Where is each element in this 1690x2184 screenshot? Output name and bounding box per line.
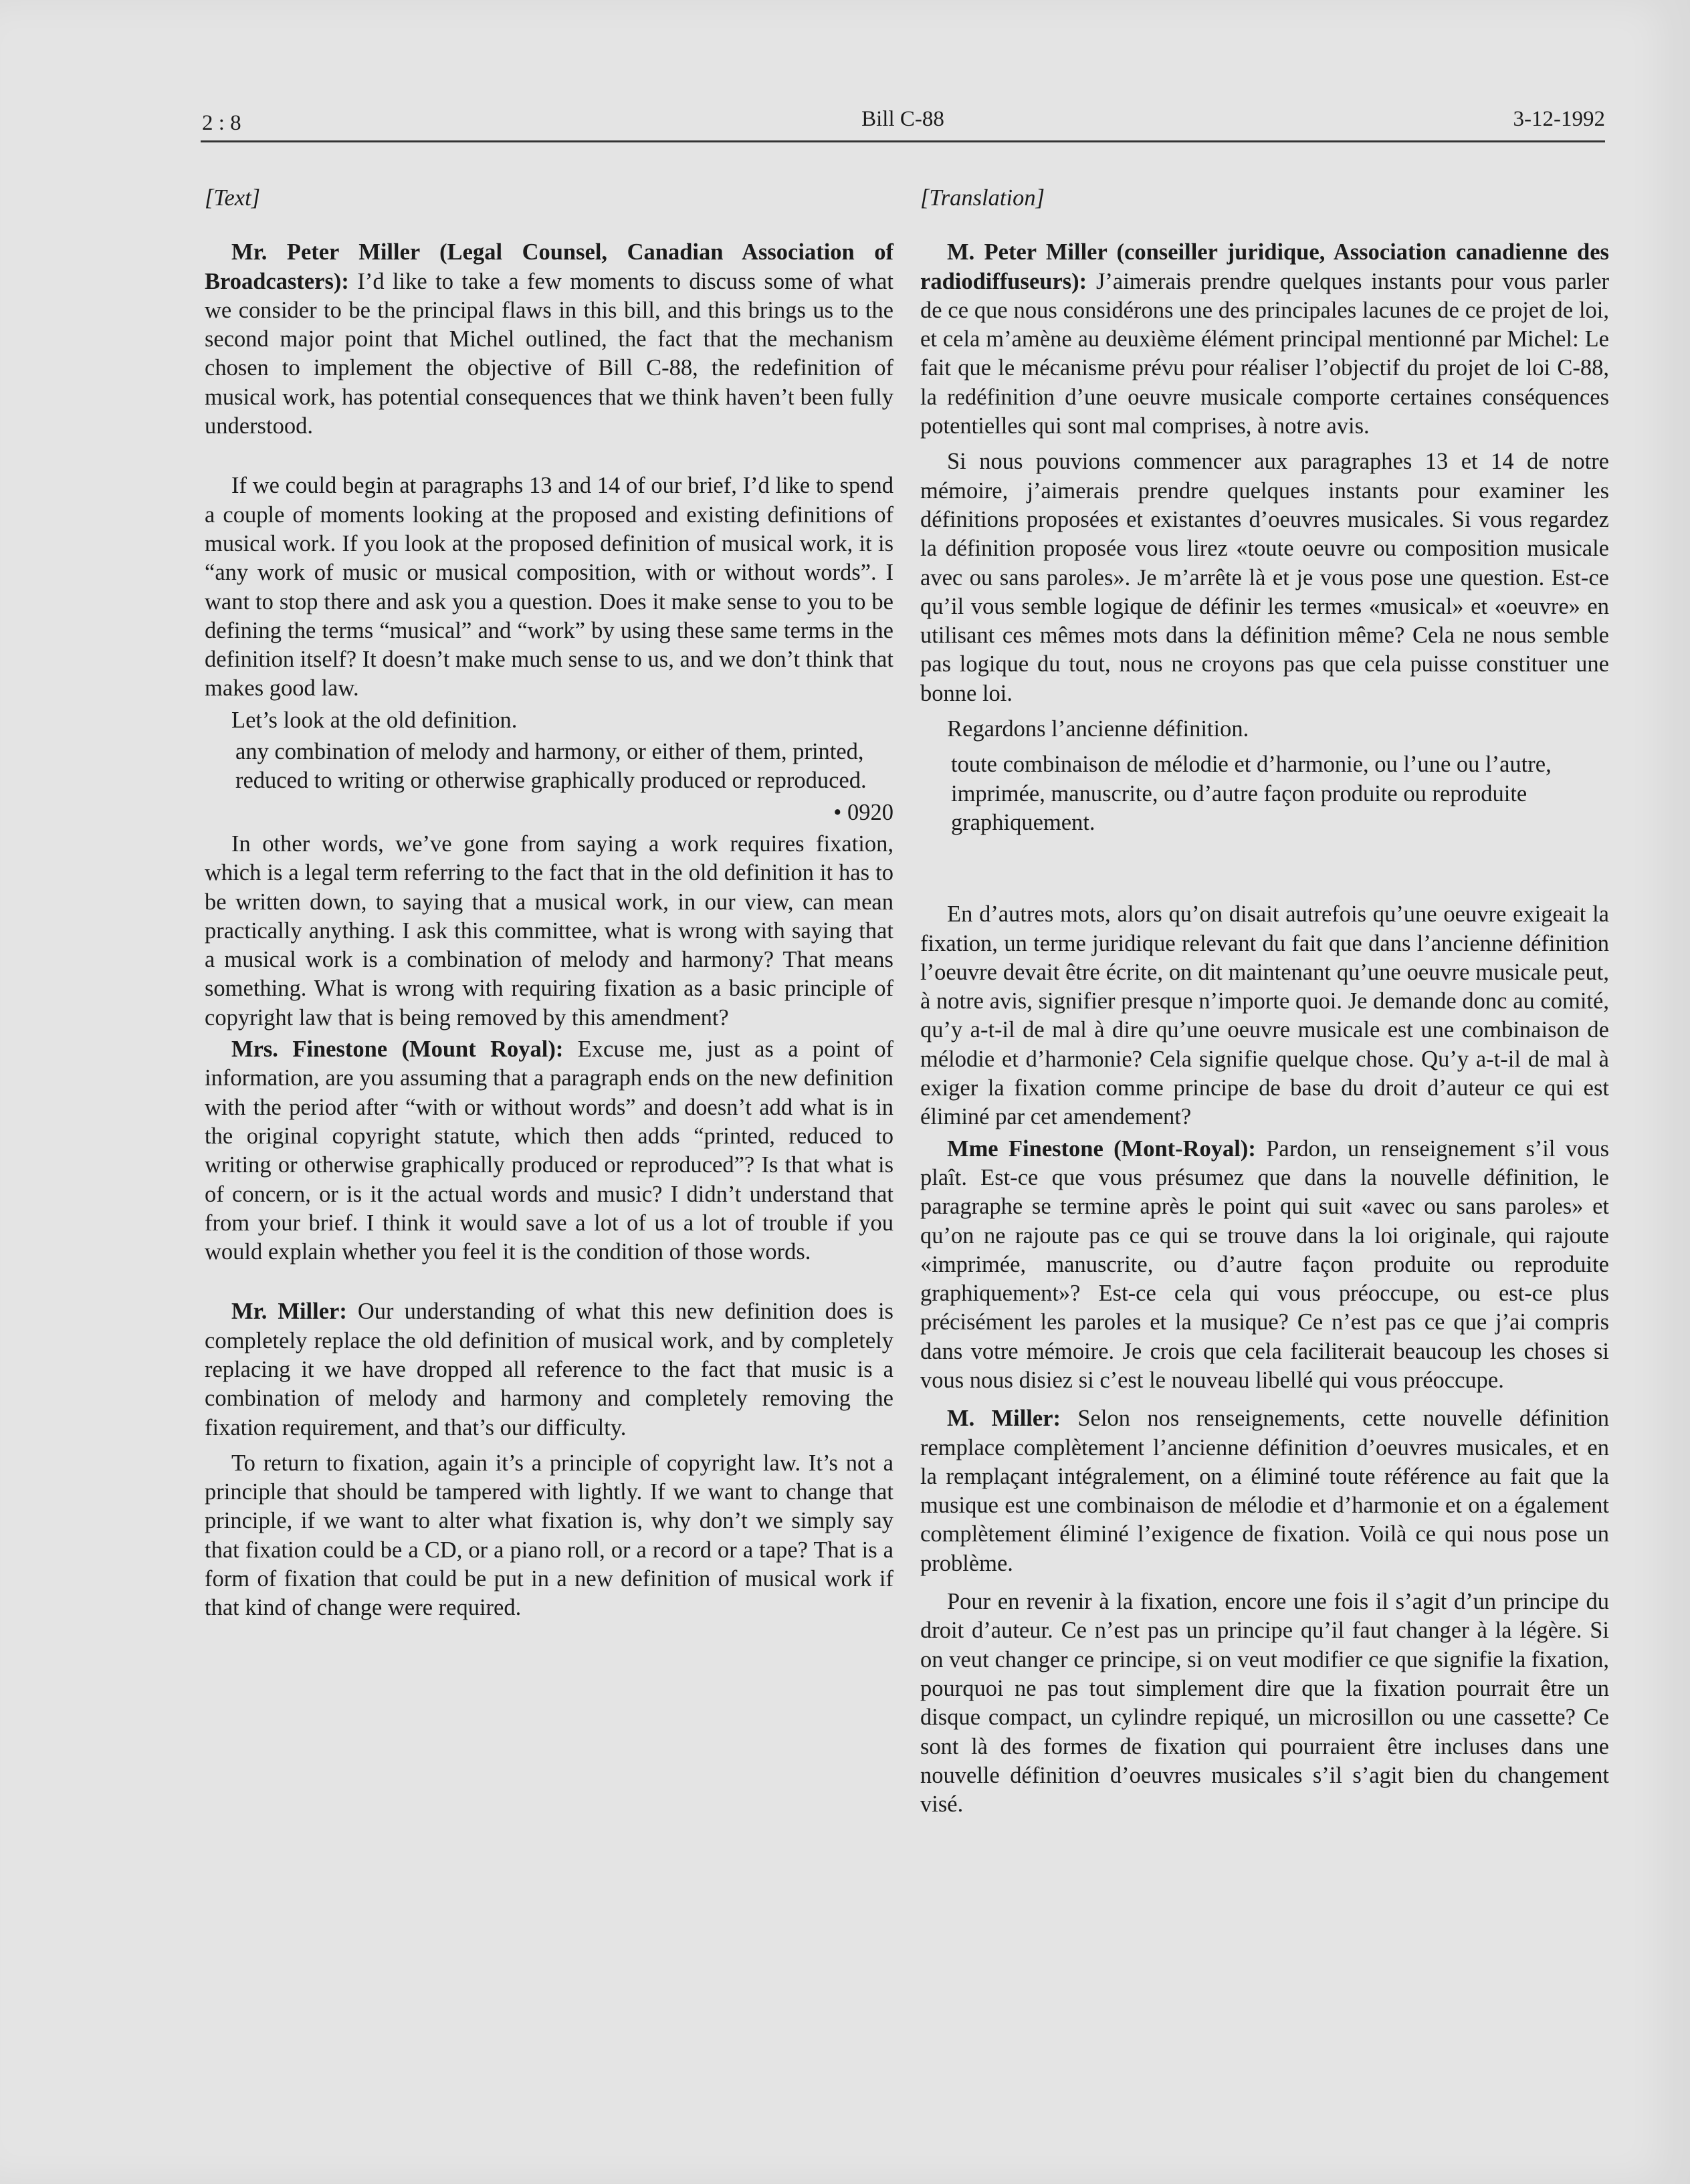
speech-text: Our understanding of what this new definition does is completely replace the old definition of musical work, and by completely replacing it we have dropped all reference to the fact that music is a combination of melody and harmony and completely removing the fixation requirement, and that’s our difficulty. xyxy=(205,1299,893,1440)
paragraph xyxy=(205,238,893,441)
speaker-name: M. Miller: xyxy=(947,1406,1061,1432)
paragraph: Pour en revenir à la fixation, encore une fois il s’agit d’un principe du droit d’auteur. Ce n’est pas un principe qu’il faut changer à la légère. Si on veut changer ce principe, si on veut modifier ce que signifie la fixation, pourquoi ne pas tout simplement dire que la fixation pourrait être un disque compact, un cylindre repiqué, un microsillon ou une cassette? Ce sont là des formes de fixation qui pourraient être incluses dans une nouvelle définition d’oeuvres musicales s’il s’agit bien du changement visé. xyxy=(920,1589,1609,1818)
speech-text: Selon nos renseignements, cette nouvelle définition remplace complètement l’ancienne définition d’oeuvres musicales, et en la remplaçant intégralement, on a éliminé toute référence au fait que la musique est une combinaison de mélodie et d’harmonie et on a également complètement éliminé l’exigence de fixation. Voilà ce qui nous pose un problème. xyxy=(920,1406,1610,1576)
paragraph: Regardons l’ancienne définition. xyxy=(947,716,1249,742)
english-column xyxy=(205,184,893,1623)
page-header xyxy=(201,106,1605,142)
speaker-name: Mr. Peter Miller (Legal Counsel, Canadian Association of Broadcasters): xyxy=(205,239,893,294)
paragraph: If we could begin at paragraphs 13 and 14 of our brief, I’d like to spend a couple of moments looking at the proposed and existing definitions of musical work. If you look at the proposed definition of musical work, it is “any work of music or musical composition, with or without words”. I want to stop there and ask you a question. Does it make sense to you to be defining the terms “musical” and “work” by using these same terms in the definition itself? It doesn’t make much sense to us, and we don’t think that makes good law. xyxy=(205,473,893,701)
speech-text: I’d like to take a few moments to discuss some of what we consider to be the principal flaws in this bill, and this brings us to the second major point that Michel outlined, the fact that the mechanism chosen to implement the objective of Bill C-88, the redefinition of musical work, has potential consequences that we think haven’t been fully understood. xyxy=(205,268,893,439)
paragraph: Si nous pouvions commencer aux paragraphes 13 et 14 de notre mémoire, j’aimerais prendre quelques instants pour examiner les définitions proposées et existantes d’oeuvres musicales. Si vous regardez la définition proposée vous lirez «toute oeuvre ou composition musicale avec ou sans paroles». Je m’arrête là et je vous pose une question. Est-ce qu’il vous semble logique de définir les termes «musical» et «oeuvre» en utilisant ces mêmes mots dans la définition même? Cela ne nous semble pas logique du tout, nous ne croyons pas que cela puisse constituer une bonne loi. xyxy=(920,449,1609,706)
speech-text: J’aimerais prendre quelques instants pour vous parler de ce que nous considérons une des principales lacunes de ce projet de loi, et cela m’amène au deuxième élément principal mentionné par Michel: Le fait que le mécanisme prévu pour réaliser l’objectif du projet de loi C-88, la redéfinition d’une oeuvre musicale comporte certaines conséquences potentielles qui sont mal comprises, à notre avis. xyxy=(920,268,1609,439)
speaker-name: Mrs. Finestone (Mount Royal): xyxy=(231,1036,564,1063)
page-number: 2 : 8 xyxy=(202,111,241,135)
quoted-definition: any combination of melody and harmony, or either of them, printed, reduced to writing or otherwise graphically produced or reproduced. xyxy=(235,739,867,794)
speech-text: Excuse me, just as a point of information, are you assuming that a paragraph ends on the new definition with the period after “with or without words” and doesn’t add what is in the original copyright statute, which then adds “printed, reduced to writing or otherwise graphically produced or reproduced”? Is that what is of concern, or is it the actual words and music? I didn’t understand that from your brief. I think it would save a lot of us a lot of trouble if you would explain whether you feel it is the condition of those words. xyxy=(205,1036,893,1265)
speech-text: Pardon, un renseignement s’il vous plaît. Est-ce que vous présumez que dans la nouvelle définition, le paragraphe se termine après le point qui suit «avec ou sans paroles» et qu’on ne rajoute pas ce qui se trouve dans la loi originale, qui rajoute «imprimée, manuscrite, ou d’autre façon produite ou reproduite graphiquement»? Est-ce cela qui vous préoccupe, ou est-ce plus précisément les paroles et la musique? Ce n’est pas ce que j’ai compris dans votre mémoire. Je crois que cela faciliterait beaucoup les choses si vous nous disiez si c’est le nouveau libellé qui vous préoccupe. xyxy=(920,1135,1610,1393)
paragraph xyxy=(920,1135,1609,1396)
paragraph xyxy=(205,1297,893,1442)
document-title: Bill C-88 xyxy=(861,107,944,131)
paragraph: En d’autres mots, alors qu’on disait autrefois qu’une oeuvre exigeait la fixation, un terme juridique relevant du fait que dans l’ancienne définition l’oeuvre devait être écrite, on dit maintenant qu’une oeuvre musicale peut, à notre avis, signifier presque n’importe quoi. Je demande donc au comité, qu’y a-t-il de mal à dire qu’une oeuvre musicale est une combinaison de mélodie et d’harmonie? Cela signifie quelque chose. Qu’y a-t-il de mal à exiger la fixation comme principe de base du droit d’auteur ce qui est éliminé par cet amendement? xyxy=(920,901,1609,1130)
document-date: 3-12-1992 xyxy=(1513,107,1605,131)
paragraph xyxy=(920,238,1609,441)
paragraph xyxy=(205,1035,893,1267)
paragraph xyxy=(920,1404,1609,1578)
time-marker: • 0920 xyxy=(833,799,893,825)
speaker-name: Mr. Miller: xyxy=(231,1299,347,1325)
column-label: [Translation] xyxy=(920,185,1045,211)
quoted-definition: toute combinaison de mélodie et d’harmonie, ou l’une ou l’autre, imprimée, manuscrite, ou d’autre façon produite ou reproduite graphiquement. xyxy=(951,752,1552,835)
speaker-name: M. Peter Miller (conseiller juridique, Association canadienne des radiodiffuseurs): xyxy=(920,239,1609,294)
column-label: [Text] xyxy=(205,185,261,211)
paragraph: Let’s look at the old definition. xyxy=(231,707,518,733)
french-column xyxy=(920,184,1609,1819)
paragraph: In other words, we’ve gone from saying a work requires fixation, which is a legal term referring to the fact that in the old definition it has to be written down, to saying that a musical work, in our view, can mean practically anything. I ask this committee, what is wrong with saying that a musical work is a combination of melody and harmony? That means something. What is wrong with requiring fixation as a basic principle of copyright law that is being removed by this amendment? xyxy=(205,831,893,1030)
paragraph: To return to fixation, again it’s a principle of copyright law. It’s not a principle that should be tampered with lightly. If we want to change that principle, if we want to alter what fixation is, why don’t we simply say that fixation could be a CD, or a piano roll, or a record or a tape? That is a form of fixation that could be put in a new definition of musical work if that kind of change were required. xyxy=(205,1450,893,1621)
speaker-name: Mme Finestone (Mont-Royal): xyxy=(947,1135,1256,1162)
